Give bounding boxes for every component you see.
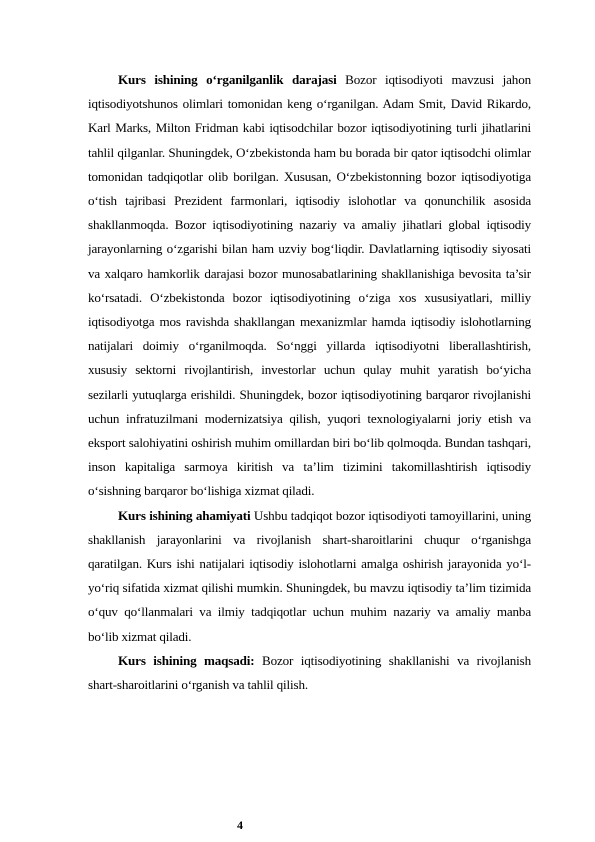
text-study-level: Bozor iqtisodiyoti mavzusi jahon iqtisodiyotshunos olimlari tomonidan keng o‘rganilgan. Adam Smit, David Rikardo, Karl Marks, Milton Fridman kabi iqtisodchilar bozor iqtisodiyotining turli jihatlarini tahlil qilganlar. Shuningdek, O‘zbekistonda ham bu borada bir qator iqtisodchi olimlar tomonidan tadqiqotlar olib borilgan. Xususan, O‘zbekistonning bozor iqtisodiyotiga o‘tish tajribasi Prezident farmonlari, iqtisodiy islohotlar va qonunchilik asosida shakllanmoqda. Bozor iqtisodiyotining nazariy va amaliy jihatlari global iqtisodiy jarayonlarning o‘zgarishi bilan ham uzviy bog‘liqdir. Davlatlarning iqtisodiy siyosati va xalqaro hamkorlik darajasi bozor munosabatlarining shakllanishiga bevosita ta’sir ko‘rsatadi. O‘zbekistonda bozor iqtisodiyotining o‘ziga xos xususiyatlari, milliy iqtisodiyotga mos ravishda shakllangan mexanizmlar hamda iqtisodiy islohotlarning natijalari doimiy o‘rganilmoqda. So‘nggi yillarda iqtisodiyotni liberallashtirish, xususiy sektorni rivojlantirish, investorlar uchun qulay muhit yaratish bo‘yicha sezilarli yutuqlarga erishildi. Shuningdek, bozor iqtisodiyotining barqaror rivojlanishi uchun infratuzilmani modernizatsiya qilish, yuqori texnologiyalarni joriy etish va eksport salohiyatini oshirish muhim omillardan biri bo‘lib qolmoqda. Bundan tashqari, inson kapitaliga sarmoya kiritish va ta’lim tizimini takomillashtirish iqtisodiy o‘sishning barqaror bo‘lishiga xizmat qiladi.	[88, 72, 531, 499]
paragraph-importance	[88, 504, 531, 649]
text-goal: Bozor iqtisodiyotining shakllanishi va rivojlanish shart-sharoitlarini o‘rganish va tahlil qilish.	[88, 652, 531, 693]
body-text	[88, 68, 531, 697]
heading-importance: Kurs ishining ahamiyati	[118, 507, 251, 523]
paragraph-goal	[88, 649, 531, 697]
heading-goal: Kurs ishining maqsadi:	[118, 652, 255, 668]
text-importance: Ushbu tadqiqot bozor iqtisodiyoti tamoyillarini, uning shakllanish jarayonlarini va rivojlanish shart-sharoitlarini chuqur o‘rganishga qaratilgan. Kurs ishi natijalari iqtisodiy islohotlarni amalga oshirish jarayonida yo‘l-yo‘riq sifatida xizmat qilishi mumkin. Shuningdek, bu mavzu iqtisodiy ta’lim tizimida o‘quv qo‘llanmalari va ilmiy tadqiqotlar uchun muhim nazariy va amaliy manba bo‘lib xizmat qiladi.	[88, 507, 532, 644]
heading-study-level: Kurs ishining o‘rganilganlik darajasi	[118, 72, 337, 87]
paragraph-study-level	[88, 68, 531, 504]
page-number: 4	[237, 818, 243, 832]
